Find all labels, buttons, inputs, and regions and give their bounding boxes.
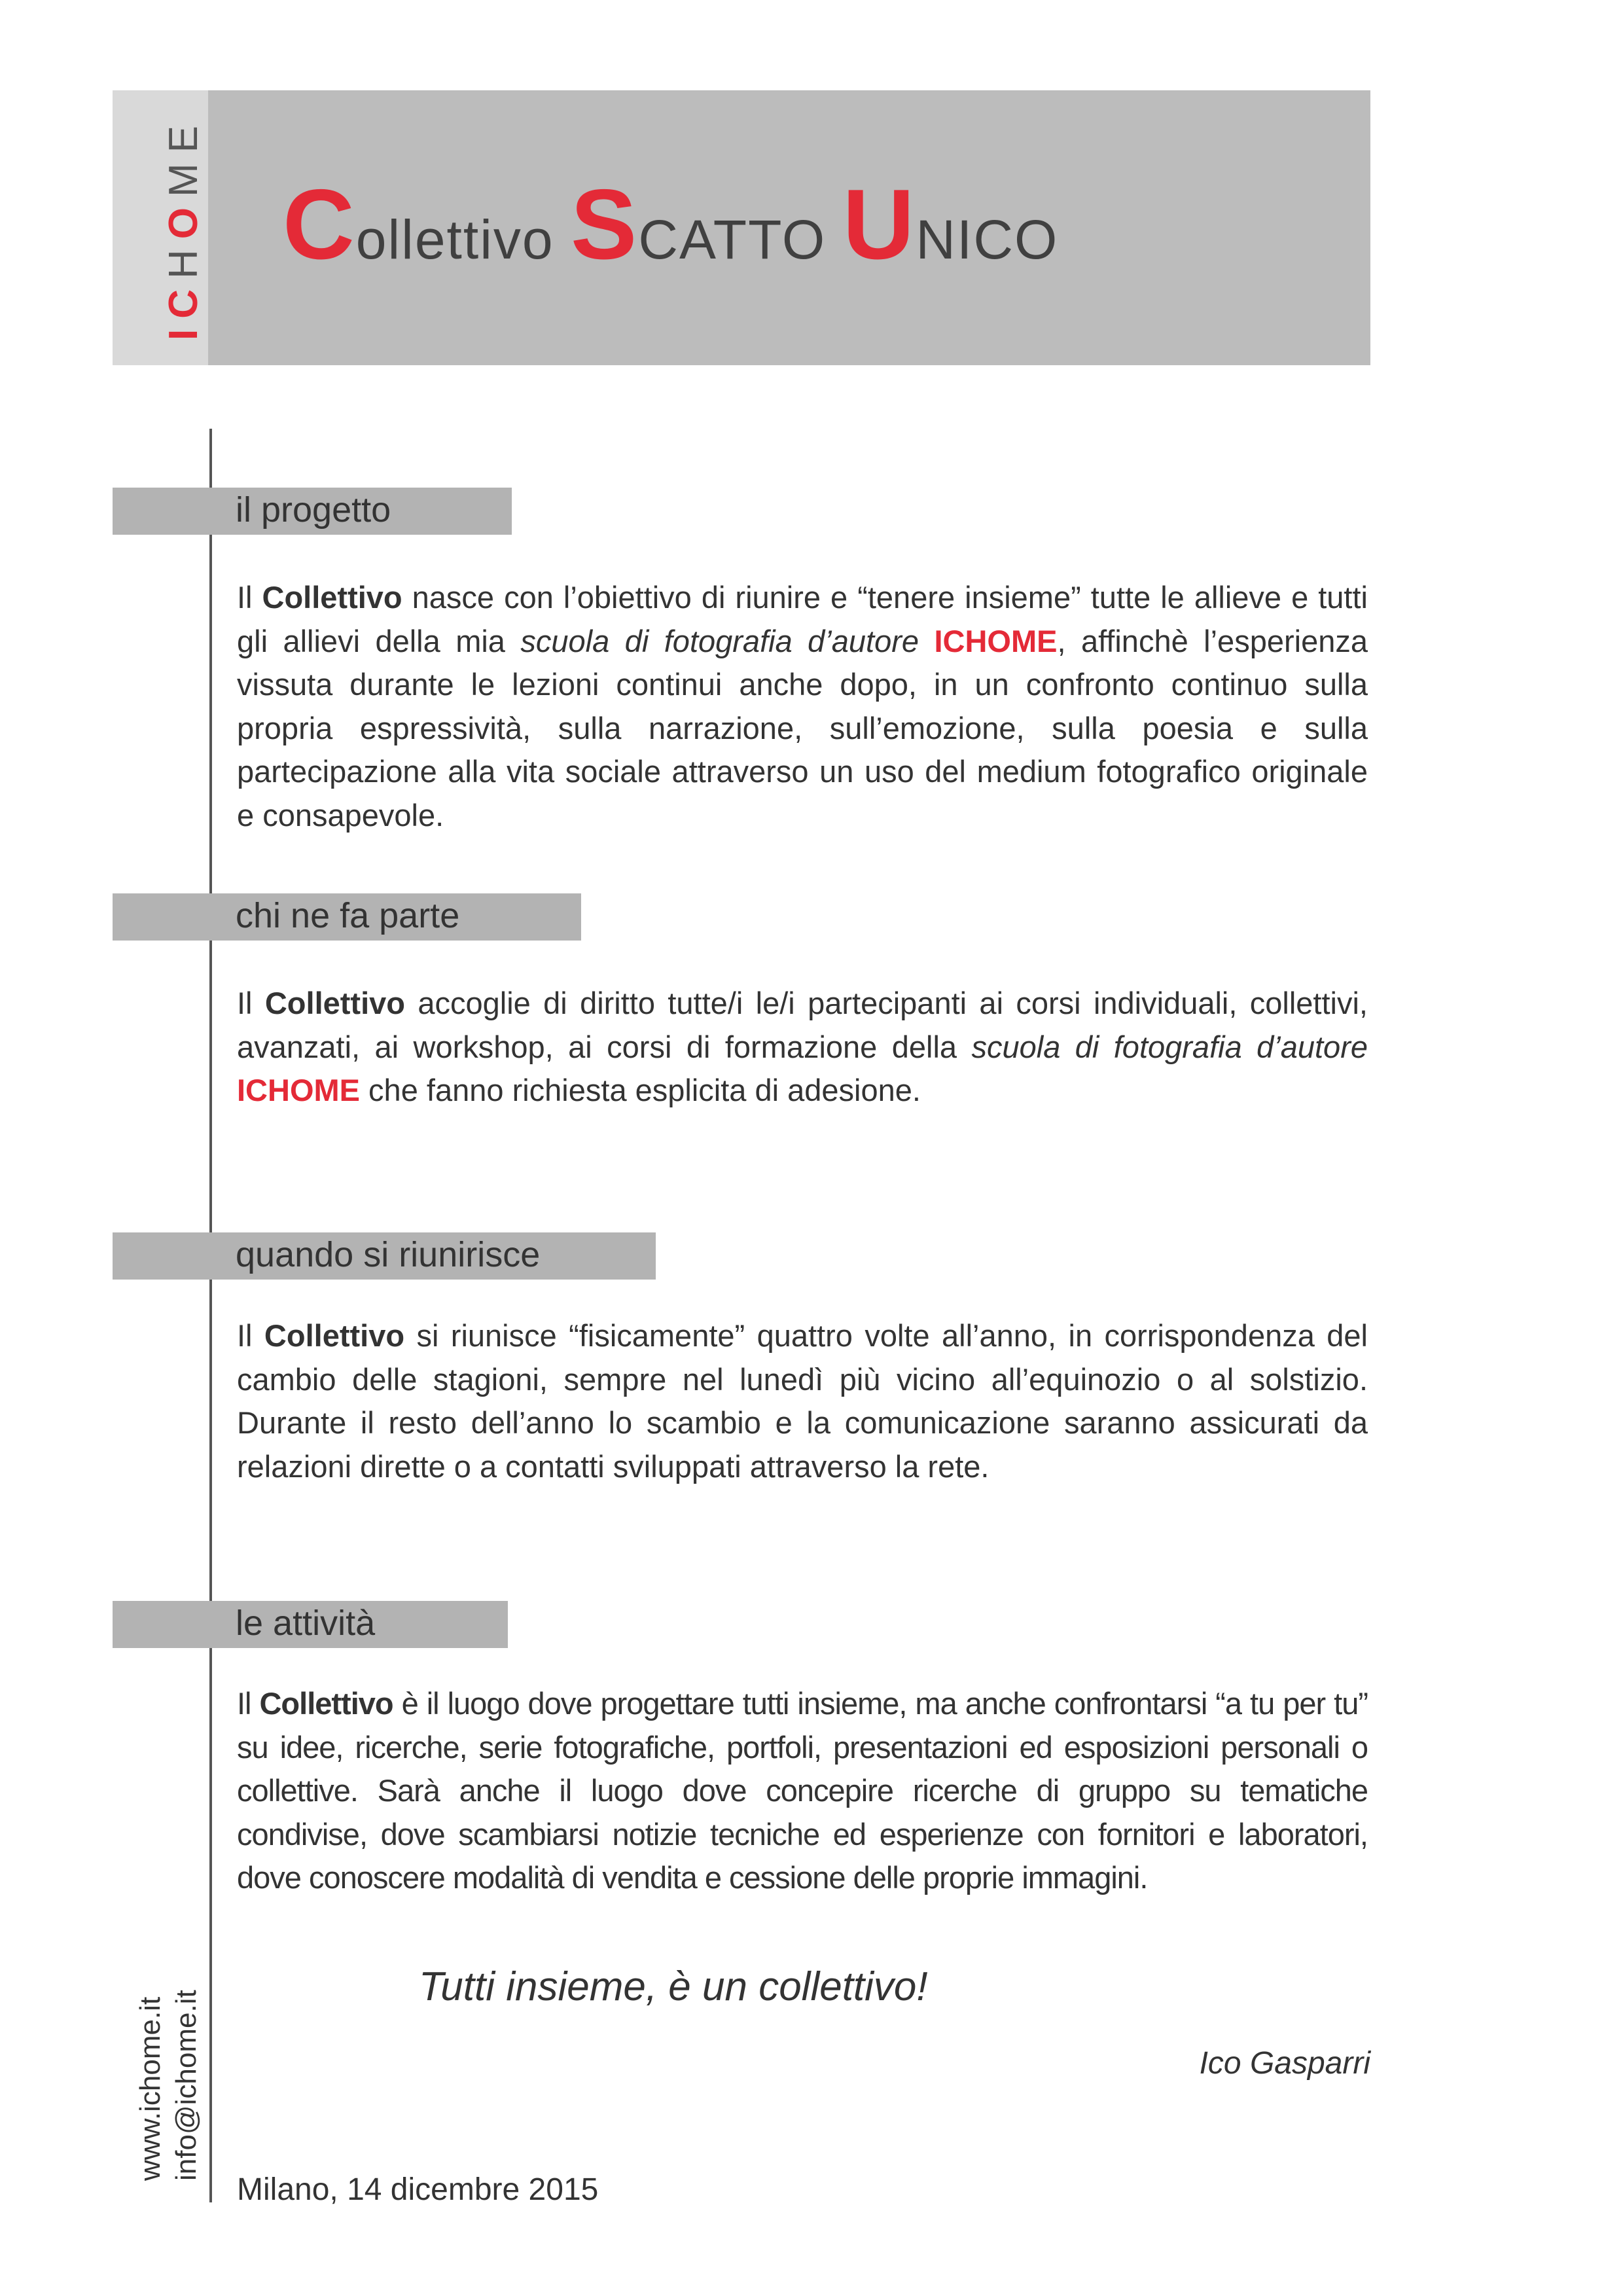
title-rest: CATTO [638,209,827,270]
dateline: Milano, 14 dicembre 2015 [237,2172,599,2207]
paragraph-segment: ICHOME [934,623,1058,658]
title-initial: S [570,169,639,280]
paragraph-segment: ICHOME [237,1073,360,1107]
paragraph-segment: Il [237,580,262,615]
paragraph-segment: Il [237,1686,260,1721]
section-title-progetto: il progetto [236,490,391,529]
paragraph-segment: scuola di fotografia d’autore [520,623,919,658]
paragraph-segment: che fanno richiesta esplicita di adesione. [360,1073,921,1107]
vertical-divider [209,429,212,2202]
paragraph-segment: Il [237,986,265,1020]
motto: Tutti insieme, è un collettivo! [419,1964,928,2009]
logo-letters: O [161,196,206,240]
author-signature: Ico Gasparri [1199,2046,1370,2081]
title-initial: C [283,169,356,280]
paragraph-segment: accoglie di diritto tutte/i le/i partecipanti ai corsi individuali, collettivi, avanzati, ai workshop, ai corsi di formazione della [237,986,1368,1064]
paragraph-segment: scuola di fotografia d’autore [971,1029,1368,1064]
paragraph-segment: Collettivo [264,1318,405,1353]
paragraph-segment: Collettivo [264,986,405,1020]
website-link[interactable]: www.ichome.it [134,1996,166,2181]
section-text-quando [237,1314,1368,1488]
paragraph-segment: è il luogo dove progettare tutti insieme, ma anche confrontarsi “a tu per tu” su idee, ricerche, serie fotografiche, portfoli, presentazioni ed esposizioni personali o collettive. Sarà anche il luogo dove concepire ricerche di gruppo su tematiche condivise, dove scambiarsi notizie tecniche ed esperienze con fornitori e laboratori, dove conoscere modalità di vendita e cessione delle proprie immagini. [237,1686,1368,1895]
ichome-logo [160,115,207,340]
paragraph-segment: Collettivo [259,1686,393,1721]
paragraph-segment: Collettivo [262,580,402,615]
section-title-chi-ne-fa-parte: chi ne fa parte [236,896,460,935]
logo-letters: ME [161,115,206,197]
header-banner [208,90,1370,365]
paragraph-segment: , affinchè l’esperienza vissuta durante le lezioni continui anche dopo, in un confronto continuo sulla propria espressività, sulla narrazione, sull’emozione, sulla poesia e sulla partecipazione alla vita sociale attraverso un uso del medium fotografico originale e consapevole. [237,623,1368,833]
page-title [283,168,1058,282]
title-initial: U [842,169,916,280]
section-title-quando: quando si riunirisce [236,1235,541,1274]
section-title-attivita: le attività [236,1604,376,1643]
title-rest: ollettivo [355,209,554,270]
paragraph-segment [919,624,934,658]
paragraph-segment: Il [237,1318,264,1353]
logo-letters: IC [161,279,206,340]
email-link[interactable]: info@ichome.it [170,1990,202,2181]
section-text-progetto [237,576,1368,837]
section-text-attivita [237,1682,1368,1900]
section-text-chi-ne-fa-parte [237,982,1368,1113]
logo-letters: H [161,239,206,279]
paragraph-segment: si riunisce “fisicamente” quattro volte all’anno, in corrispondenza del cambio delle stagioni, sempre nel lunedì più vicino all’equinozio o al solstizio. Durante il resto dell’anno lo scambio e la comunicazione saranno assicurati da relazioni dirette o a contatti sviluppati attraverso la rete. [237,1318,1368,1484]
title-rest: NICO [916,209,1059,270]
paragraph-segment: nasce con l’obiettivo di riunire e “tenere insieme” tutte le allieve e tutti gli allievi della mia [237,580,1368,658]
